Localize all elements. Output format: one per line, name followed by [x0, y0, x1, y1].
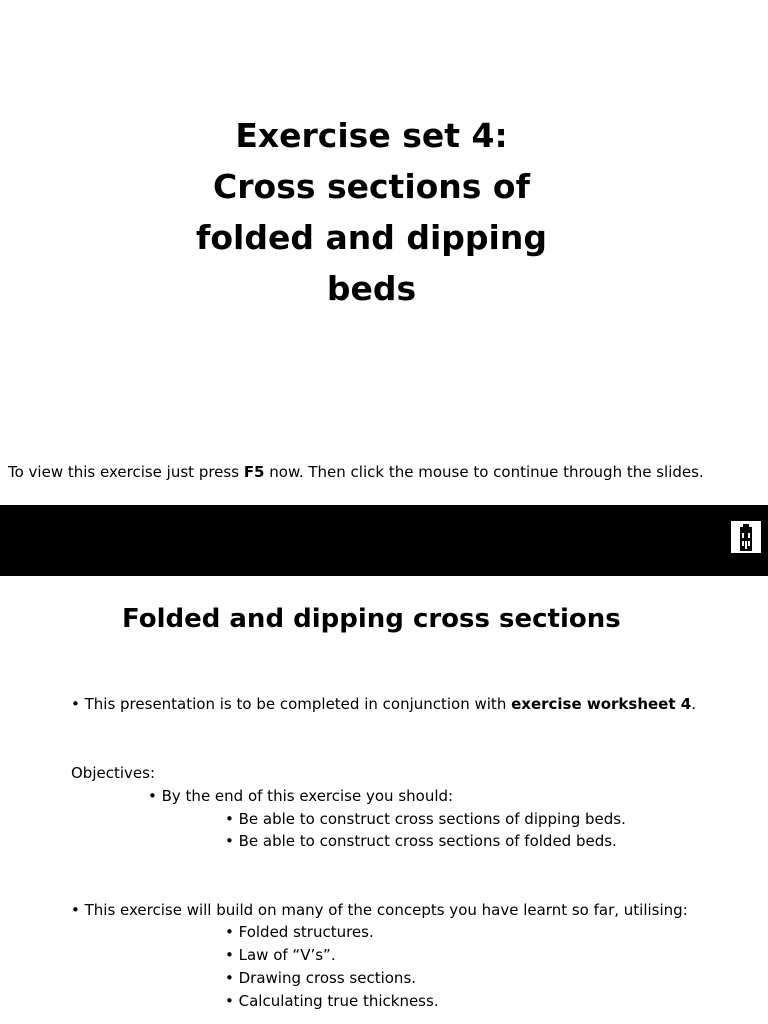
concept-item: • Drawing cross sections.: [225, 969, 417, 987]
worksheet-ref: exercise worksheet 4: [511, 695, 692, 713]
instruction-key: F5: [243, 463, 265, 481]
intro-after: .: [691, 695, 696, 713]
build-lead: • This exercise will build on many of the concepts you have learnt so far, utilising:: [71, 901, 688, 919]
title-line: beds: [326, 269, 417, 308]
title-line: folded and dipping: [196, 218, 547, 257]
university-name: UNIVERSITY OF LEEDS: [609, 554, 760, 570]
leeds-tower-logo-icon: [731, 521, 761, 553]
slide-2: [0, 576, 768, 1024]
instruction-before: To view this exercise just press: [8, 463, 244, 481]
concept-item: • Law of “V’s”.: [225, 946, 336, 964]
slide-1: [0, 0, 768, 505]
objectives-label: Objectives:: [71, 764, 155, 782]
school-name: School of Earth and Environment: [10, 540, 280, 559]
intro-bullet: [71, 693, 696, 715]
concept-item: • Folded structures.: [225, 923, 374, 941]
intro-before: • This presentation is to be completed in conjunction with: [71, 695, 512, 713]
objectives-lead: • By the end of this exercise you should:: [148, 787, 454, 805]
objective-item: • Be able to construct cross sections of folded beds.: [225, 832, 617, 850]
instruction-after: now. Then click the mouse to continue through the slides.: [264, 463, 704, 481]
slide-2-title: Folded and dipping cross sections: [122, 604, 621, 634]
slide-1-title: [0, 110, 743, 314]
objective-item: • Be able to construct cross sections of dipping beds.: [225, 810, 626, 828]
title-line: Exercise set 4:: [235, 116, 508, 155]
title-line: Cross sections of: [213, 167, 530, 206]
instruction-text: [8, 463, 704, 481]
concept-item: • Calculating true thickness.: [225, 992, 439, 1010]
